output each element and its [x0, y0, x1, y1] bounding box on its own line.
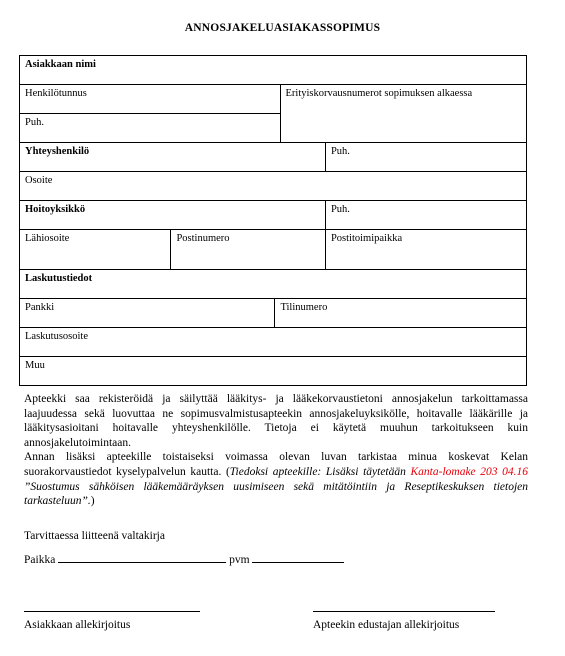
ssn-field[interactable]: Henkilötunnus	[20, 85, 281, 114]
bank-field[interactable]: Pankki	[20, 299, 275, 328]
customer-form-table	[19, 55, 527, 386]
billing-address-field[interactable]: Laskutusosoite	[20, 328, 527, 357]
customer-name-field[interactable]: Asiakkaan nimi	[20, 56, 527, 85]
reimbursement-field[interactable]: Erityiskorvausnumerot sopimuksen alkaessa	[280, 85, 526, 143]
pharmacy-signature-line[interactable]	[313, 611, 495, 612]
contact-person-field[interactable]: Yhteyshenkilö	[20, 143, 326, 172]
postcode-field[interactable]: Postinumero	[171, 230, 325, 270]
street-address-field[interactable]: Lähiosoite	[20, 230, 171, 270]
contact-phone-field[interactable]: Puh.	[325, 143, 526, 172]
date-label: pvm	[229, 554, 250, 566]
post-office-field[interactable]: Postitoimipaikka	[325, 230, 526, 270]
billing-info-field[interactable]: Laskutustiedot	[20, 270, 527, 299]
place-input-line[interactable]	[58, 552, 226, 563]
document-title: ANNOSJAKELUASIAKASSOPIMUS	[184, 22, 381, 34]
consent-paragraph-2: Annan lisäksi apteekille toistaiseksi voimassa olevan luvan tarkistaa minua koskevat Kelan suorakorvaustiedot kyselypalvelun kautta. (Tiedoksi apteekille: Lisäksi täytetään Kanta-lomake 203 04.16 ”Suostumus sähköisen lääkemääräyksen uusimiseen sekä mitätöintiin ja Reseptikeskuksen tietojen tarkasteluun”.)	[24, 451, 529, 508]
customer-signature-line[interactable]	[24, 611, 200, 612]
customer-phone-field[interactable]: Puh.	[20, 114, 281, 143]
consent-paragraph-1: Apteekki saa rekisteröidä ja säilyttää lääkitys- ja lääkekorvaustietoni annosjakelun tarkoittamassa laajuudessa sekä luovuttaa ne sopimusvalmistusapteekin annosjakeluyksikölle, hoitavalle lääkärille ja lääkitysasioitani hoitavalle yhteyshenkilölle. Tietoja ei käytetä muuhun tarkoitukseen kuin annosjakelutoimintaan.	[24, 393, 528, 449]
care-unit-field[interactable]: Hoitoyksikkö	[20, 201, 326, 230]
place-date-row	[24, 552, 344, 566]
pharmacy-signature-label: Apteekin edustajan allekirjoitus	[313, 619, 460, 631]
date-input-line[interactable]	[252, 552, 344, 563]
other-field[interactable]: Muu	[20, 357, 527, 386]
address-field[interactable]: Osoite	[20, 172, 527, 201]
consent-text	[24, 392, 528, 509]
account-number-field[interactable]: Tilinumero	[275, 299, 527, 328]
customer-signature-label: Asiakkaan allekirjoitus	[24, 619, 131, 631]
pharmacy-note: Tiedoksi apteekille: Lisäksi täytetään Kanta-lomake 203 04.16 ”Suostumus sähköisen lääkemääräyksen uusimiseen sekä mitätöintiin ja Reseptikeskuksen tietojen tarkasteluun”.	[24, 465, 529, 508]
care-unit-phone-field[interactable]: Puh.	[325, 201, 526, 230]
attachment-note: Tarvittaessa liitteenä valtakirja	[24, 530, 165, 542]
kanta-form-reference: Kanta-lomake 203 04.16	[410, 465, 529, 478]
place-label: Paikka	[24, 554, 56, 566]
